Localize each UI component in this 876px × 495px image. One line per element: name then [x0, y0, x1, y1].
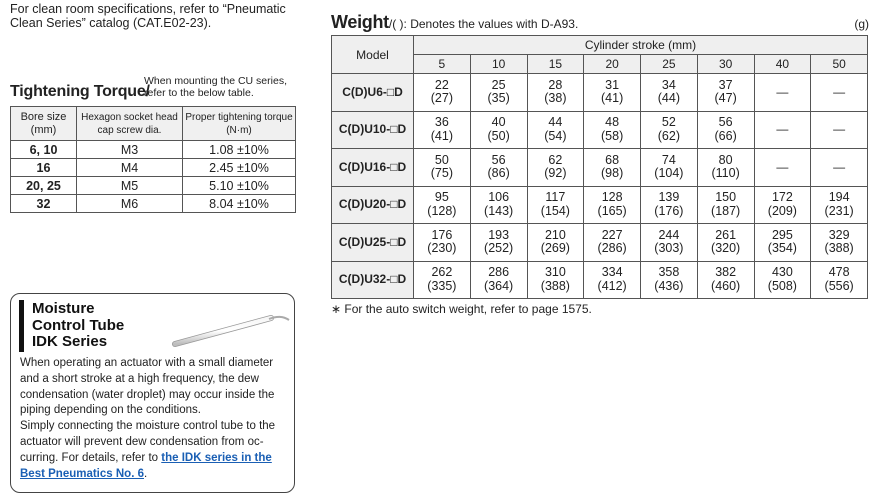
weight-cell: 34 (44) [641, 74, 698, 112]
weight-unit: (g) [854, 17, 869, 31]
weight-cell: 382 (460) [697, 261, 754, 299]
table-row: 32 M6 8.04 ±10% [11, 195, 296, 213]
bore-size-header: Bore size (mm) [11, 107, 77, 141]
weight-cell: 262 (335) [414, 261, 471, 299]
weight-cell: — [811, 111, 868, 149]
table-row [332, 111, 868, 149]
weight-cell: — [754, 111, 811, 149]
model-cell: C(D)U16-□D [332, 149, 414, 187]
tightening-torque-header [10, 74, 300, 104]
weight-cell: 56 (66) [697, 111, 754, 149]
auto-switch-note: ∗ For the auto switch weight, refer to page 1575. [331, 302, 592, 316]
tightening-torque-title: Tightening Torque/ [10, 83, 150, 100]
clean-room-note: For clean room specifications, refer to “Pneumatic Clean Series” catalog (CAT.E02-23). [10, 2, 286, 30]
weight-cell: 31 (41) [584, 74, 641, 112]
weight-cell: 50 (75) [414, 149, 471, 187]
weight-cell: 22 (27) [414, 74, 471, 112]
weight-cell: 329 (388) [811, 224, 868, 262]
weight-cell: 117 (154) [527, 186, 584, 224]
weight-cell: 36 (41) [414, 111, 471, 149]
model-cell: C(D)U25-□D [332, 224, 414, 262]
stroke-col: 40 [754, 55, 811, 74]
weight-cell: 430 (508) [754, 261, 811, 299]
weight-cell: 172 (209) [754, 186, 811, 224]
weight-cell: 80 (110) [697, 149, 754, 187]
weight-cell: 25 (35) [470, 74, 527, 112]
stroke-col: 30 [697, 55, 754, 74]
weight-cell: 286 (364) [470, 261, 527, 299]
weight-cell: 139 (176) [641, 186, 698, 224]
weight-cell: 310 (388) [527, 261, 584, 299]
model-cell: C(D)U20-□D [332, 186, 414, 224]
weight-cell: 478 (556) [811, 261, 868, 299]
stroke-col: 5 [414, 55, 471, 74]
table-row [332, 261, 868, 299]
weight-cell: 358 (436) [641, 261, 698, 299]
idk-series-link[interactable]: the IDK series in the Best Pneumatics No. 6 [20, 451, 272, 480]
tightening-torque-note: When mounting the CU series, refer to the below table. [144, 75, 287, 99]
stroke-col: 10 [470, 55, 527, 74]
weight-cell: 40 (50) [470, 111, 527, 149]
weight-cell: 176 (230) [414, 224, 471, 262]
weight-title: Weight [331, 12, 389, 32]
weight-cell: 295 (354) [754, 224, 811, 262]
weight-cell: 62 (92) [527, 149, 584, 187]
weight-cell: 52 (62) [641, 111, 698, 149]
table-row: 20, 25 M5 5.10 ±10% [11, 177, 296, 195]
stroke-header: Cylinder stroke (mm) [414, 36, 868, 55]
idk-title: Moisture Control Tube IDK Series [32, 300, 125, 350]
weight-cell: 68 (98) [584, 149, 641, 187]
weight-cell: 56 (86) [470, 149, 527, 187]
weight-cell: — [754, 149, 811, 187]
weight-cell: 150 (187) [697, 186, 754, 224]
tube-image [171, 304, 291, 354]
idk-info-box [10, 293, 295, 493]
weight-cell: 74 (104) [641, 149, 698, 187]
weight-header [331, 12, 871, 34]
weight-cell: 244 (303) [641, 224, 698, 262]
weight-cell: 210 (269) [527, 224, 584, 262]
weight-cell: 334 (412) [584, 261, 641, 299]
weight-cell: 48 (58) [584, 111, 641, 149]
weight-cell: 28 (38) [527, 74, 584, 112]
weight-table [331, 35, 868, 299]
table-row [332, 74, 868, 112]
weight-cell: — [811, 74, 868, 112]
screw-dia-header: Hexagon socket head cap screw dia. [77, 107, 183, 141]
torque-header: Proper tightening torque (N·m) [183, 107, 296, 141]
weight-subtitle: /( ): Denotes the values with D-A93. [388, 17, 579, 31]
stroke-col: 15 [527, 55, 584, 74]
stroke-col: 25 [641, 55, 698, 74]
table-row: 6, 10 M3 1.08 ±10% [11, 141, 296, 159]
weight-cell: 227 (286) [584, 224, 641, 262]
table-row [332, 224, 868, 262]
model-cell: C(D)U10-□D [332, 111, 414, 149]
weight-cell: 128 (165) [584, 186, 641, 224]
idk-description: When operating an actuator with a small diameter and a short stroke at a high frequency, the dew condensation (water droplet) may occur inside the piping depending on the conditions. Simply connecting the moisture control tube to the actuator will prevent dew condensation from oc- curring. For details, refer to the IDK series in the Best Pneumatics No. 6. [20, 357, 276, 480]
tightening-torque-table [10, 106, 296, 213]
stroke-col: 50 [811, 55, 868, 74]
weight-cell: 194 (231) [811, 186, 868, 224]
weight-cell: — [754, 74, 811, 112]
model-cell: C(D)U6-□D [332, 74, 414, 112]
weight-cell: — [811, 149, 868, 187]
weight-cell: 193 (252) [470, 224, 527, 262]
title-bar-accent [19, 300, 24, 352]
table-row [332, 186, 868, 224]
model-cell: C(D)U32-□D [332, 261, 414, 299]
weight-cell: 37 (47) [697, 74, 754, 112]
weight-cell: 261 (320) [697, 224, 754, 262]
table-row: 16 M4 2.45 ±10% [11, 159, 296, 177]
weight-cell: 106 (143) [470, 186, 527, 224]
stroke-col: 20 [584, 55, 641, 74]
weight-cell: 44 (54) [527, 111, 584, 149]
table-row [332, 149, 868, 187]
weight-cell: 95 (128) [414, 186, 471, 224]
model-header: Model [332, 36, 414, 74]
